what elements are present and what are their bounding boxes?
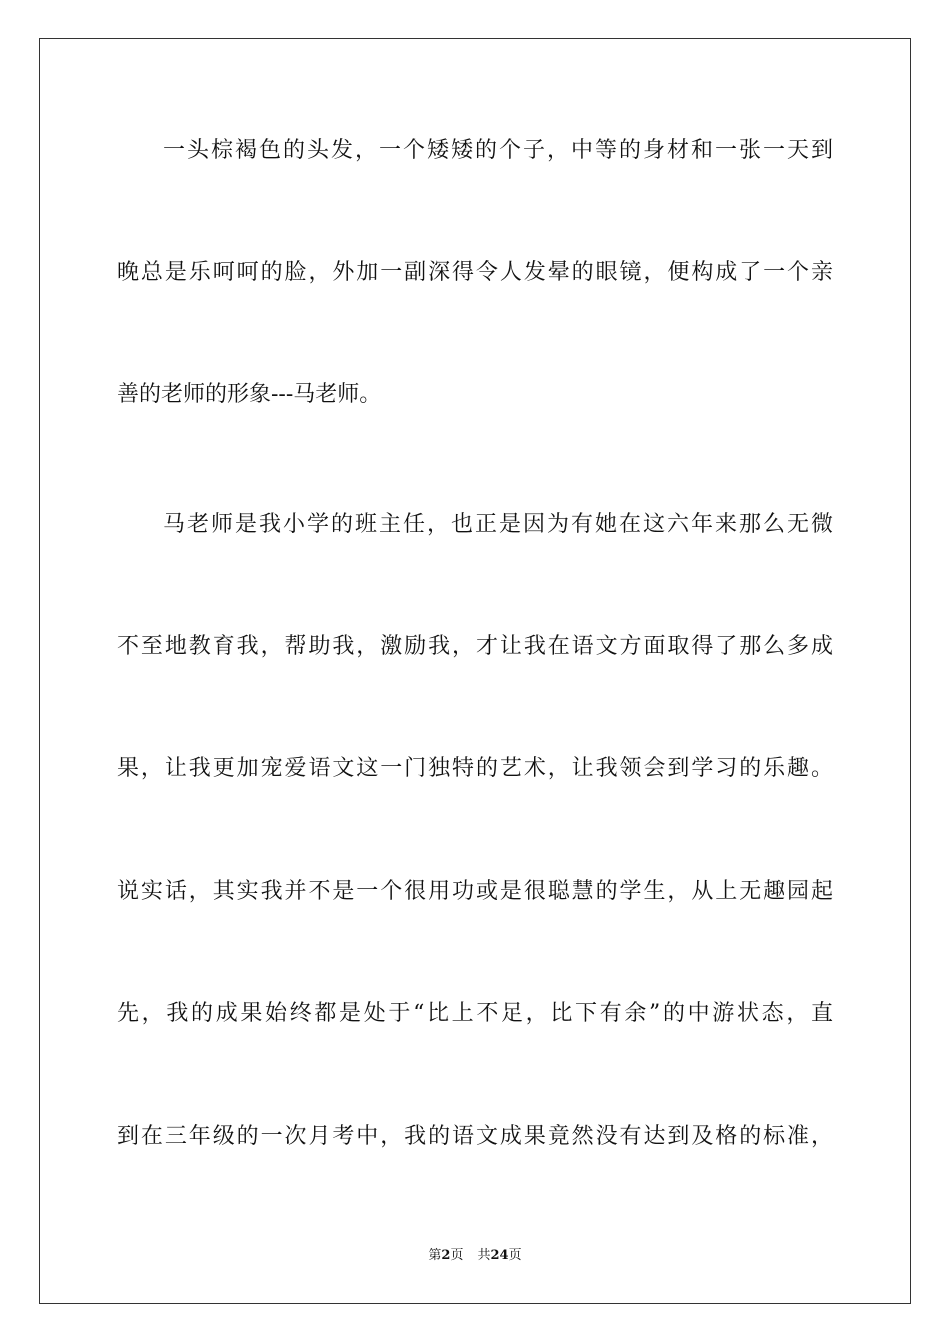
body-line-3: 善的老师的形象---马老师。 xyxy=(117,382,382,407)
body-line-4: 马老师是我小学的班主任，也正是因为有她在这六年来那么无微 xyxy=(163,512,833,537)
total-pages: 24 xyxy=(490,1248,509,1263)
body-line-5: 不至地教育我，帮助我，激励我，才让我在语文方面取得了那么多成 xyxy=(117,634,833,659)
page-number: 2 xyxy=(441,1248,451,1263)
body-line-2: 晚总是乐呵呵的脸，外加一副深得令人发晕的眼镜，便构成了一个亲 xyxy=(117,260,833,285)
page-prefix: 第 xyxy=(428,1248,442,1263)
body-line-8: 先，我的成果始终都是处于“比上不足，比下有余”的中游状态，直 xyxy=(117,1001,833,1026)
page-footer xyxy=(0,1246,950,1266)
body-line-7: 说实话，其实我并不是一个很用功或是很聪慧的学生，从上无趣园起 xyxy=(117,879,833,904)
body-line-9: 到在三年级的一次月考中，我的语文成果竟然没有达到及格的标准， xyxy=(117,1124,833,1149)
body-line-1: 一头棕褐色的头发，一个矮矮的个子，中等的身材和一张一天到 xyxy=(163,138,833,163)
body-line-6: 果，让我更加宠爱语文这一门独特的艺术，让我领会到学习的乐趣。 xyxy=(117,756,833,781)
total-suffix: 页 xyxy=(508,1248,522,1263)
total-prefix: 共 xyxy=(477,1248,491,1263)
page-border xyxy=(39,38,911,1304)
page-suffix: 页 xyxy=(450,1248,464,1263)
